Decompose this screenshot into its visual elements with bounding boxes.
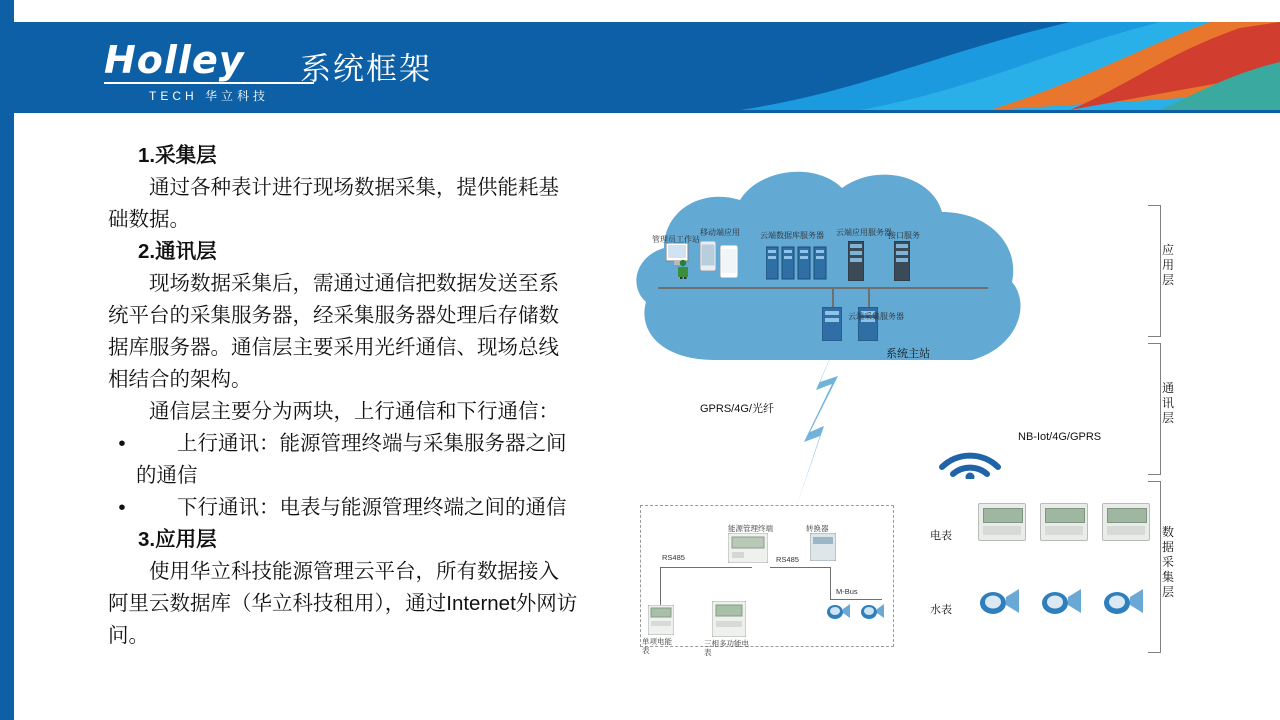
section-3-body: 使用华立科技能源管理云平台，所有数据接入阿里云数据库（华立科技租用），通过Internet外网访问。 [108, 560, 578, 647]
electric-meter-3 [1102, 503, 1150, 541]
mobile-phone-icon-1 [700, 241, 716, 276]
label-converter: 转换器 [806, 524, 829, 533]
water-meter-icon-box-2 [858, 601, 884, 626]
energy-terminal-icon [728, 533, 768, 568]
water-meter-3 [1100, 587, 1144, 613]
label-water-meter-group: 水表 [930, 604, 952, 616]
section-3-title: 3.应用层 [138, 528, 217, 551]
bullet-item-2-text: 下行通讯：电表与能源管理终端之间的通信 [177, 496, 567, 519]
electric-meter-1 [978, 503, 1026, 541]
page-title: 系统框架 [300, 51, 432, 87]
logo-wordmark: Holley [104, 38, 245, 82]
label-workstation: 管理员工作站 [652, 235, 700, 244]
bracket-label-communication-layer: 通讯层 [1161, 381, 1174, 425]
content-text-column [108, 140, 578, 652]
label-energy-terminal: 能源管理终端 [728, 524, 773, 533]
header-divider [14, 110, 1280, 113]
section-2-body-2: 通信层主要分为两块，上行通信和下行通信： [149, 400, 559, 423]
cloud-app-server-icon [848, 241, 864, 286]
collect-server-drop-line-2 [868, 287, 870, 309]
mbus-bus-line [830, 599, 882, 600]
label-uplink-media: GPRS/4G/光纤 [700, 403, 774, 415]
water-meter-icon-box-1 [824, 601, 850, 626]
bullet-item-2 [108, 492, 578, 524]
section-1-body: 通过各种表计进行现场数据采集，提供能耗基础数据。 [108, 176, 559, 231]
label-rs485-right: RS485 [776, 555, 799, 564]
header-decorative-swoosh [740, 22, 1280, 110]
cloud-db-servers-icon [766, 241, 828, 288]
collect-server-drop-line-1 [832, 287, 834, 309]
label-three-phase-meter: 三相多功能电表 [704, 639, 749, 657]
single-phase-meter-icon [648, 605, 674, 640]
three-phase-meter-icon [712, 601, 746, 642]
label-electric-meter-group: 电表 [930, 530, 952, 542]
protocol-converter-icon [810, 533, 836, 566]
left-accent-bar [0, 0, 14, 720]
section-1-title: 1.采集层 [138, 144, 217, 167]
label-app-server: 云端应用服务器 [836, 228, 892, 237]
label-interface-service: 接口服务 [888, 231, 920, 240]
bullet-marker: • [118, 432, 126, 455]
water-meter-1 [976, 587, 1020, 613]
label-mobile-app: 移动端应用 [700, 228, 740, 237]
bullet-item-1-text: 上行通讯：能源管理终端与采集服务器之间的通信 [136, 432, 567, 487]
wireless-signal-icon [936, 427, 1006, 484]
label-master-station: 系统主站 [886, 348, 930, 360]
bullet-item-1 [108, 428, 578, 492]
electric-meter-2 [1040, 503, 1088, 541]
rs485-bus-line-right [770, 567, 830, 568]
rs485-drop-line-left [660, 567, 661, 605]
interface-service-icon [894, 241, 910, 286]
lightning-link-icon [780, 340, 850, 515]
mobile-phone-icon-2 [720, 245, 738, 283]
rs485-bus-line-left [660, 567, 752, 568]
bracket-label-data-collection-layer: 数据采集层 [1161, 525, 1174, 599]
label-rs485-left: RS485 [662, 553, 685, 562]
label-db-server: 云端数据库服务器 [760, 231, 824, 240]
system-architecture-diagram [600, 135, 1260, 695]
bullet-marker: • [118, 496, 126, 519]
slide-header [14, 22, 1280, 110]
company-logo [104, 40, 324, 102]
logo-subtitle: TECH 华立科技 [104, 82, 314, 104]
section-2-title: 2.通讯层 [138, 240, 217, 263]
section-2-body-1: 现场数据采集后，需通过通信把数据发送至系统平台的采集服务器，经采集服务器处理后存储数据库服务器。通信层主要采用光纤通信、现场总线相结合的架构。 [108, 272, 559, 391]
label-mbus: M-Bus [836, 587, 858, 596]
label-collect-server: 云端采集服务器 [848, 312, 904, 321]
label-wireless-media: NB-Iot/4G/GPRS [1018, 431, 1102, 443]
bracket-label-application-layer: 应用层 [1161, 243, 1174, 287]
admin-workstation-icon [666, 243, 696, 279]
mbus-drop-line [830, 567, 831, 599]
label-single-phase-meter: 单项电能表 [642, 637, 672, 655]
water-meter-2 [1038, 587, 1082, 613]
